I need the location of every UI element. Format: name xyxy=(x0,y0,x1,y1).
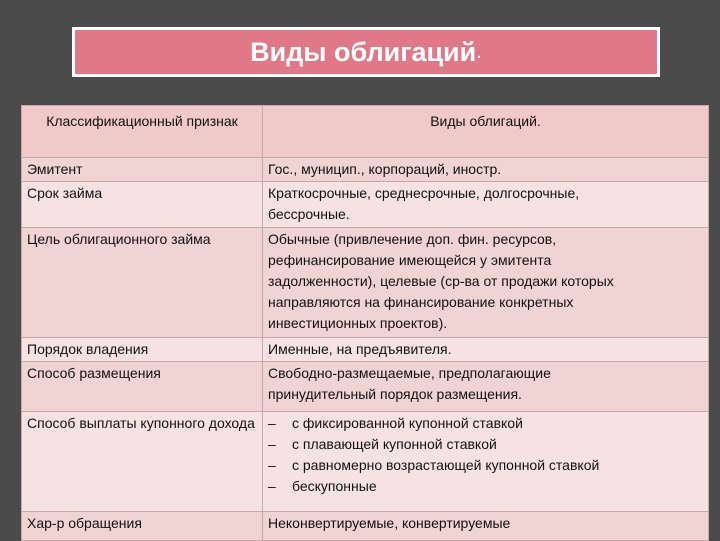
bond-types-table xyxy=(21,105,709,541)
row-types-list-item xyxy=(268,413,703,434)
row-types-line: принудительный порядок размещения. xyxy=(268,386,522,402)
row-types-list-item xyxy=(268,434,703,455)
row-feature: Цель облигационного займа xyxy=(22,228,263,338)
list-item-text: с равномерно возрастающей купонной ставкой xyxy=(292,457,600,473)
row-types xyxy=(263,412,709,512)
table-row xyxy=(22,412,709,512)
row-types xyxy=(263,362,709,412)
row-types-list-item xyxy=(268,476,703,497)
row-types xyxy=(263,228,709,338)
row-types xyxy=(263,182,709,228)
row-types xyxy=(263,338,709,362)
row-feature: Способ размещения xyxy=(22,362,263,412)
row-types-line: Обычные (привлечение доп. фин. ресурсов, xyxy=(268,231,557,247)
table-row xyxy=(22,338,709,362)
row-types-line: Неконвертируемые, конвертируемые xyxy=(268,515,511,531)
row-feature: Способ выплаты купонного дохода xyxy=(22,412,263,512)
row-feature: Срок займа xyxy=(22,182,263,228)
row-types-line: направляются на финансирование конкретных xyxy=(268,294,574,310)
row-types-line: Гос., муницип., корпораций, иностр. xyxy=(268,161,502,177)
slide-title xyxy=(72,27,660,77)
row-types-line: инвестиционных проектов). xyxy=(268,315,448,331)
header-types: Виды облигаций. xyxy=(263,106,709,158)
table-header-row xyxy=(22,106,709,158)
row-types-line: Свободно-размещаемые, предполагающие xyxy=(268,365,551,381)
row-types-line: задолженности), целевые (ср-ва от продажи которых xyxy=(268,273,614,289)
list-dash: – xyxy=(268,436,276,452)
table-row xyxy=(22,182,709,228)
slide-title-text: Виды облигаций xyxy=(250,36,477,67)
table-row xyxy=(22,362,709,412)
row-types-line: Краткосрочные, среднесрочные, долгосрочные, xyxy=(268,185,580,201)
row-types-line: Именные, на предъявителя. xyxy=(268,341,452,357)
table-row xyxy=(22,228,709,338)
row-types-line: бессрочные. xyxy=(268,206,350,222)
row-feature: Хар-р обращения xyxy=(22,512,263,541)
row-types-list-item xyxy=(268,455,703,476)
list-item-text: с плавающей купонной ставкой xyxy=(292,436,497,452)
list-dash: – xyxy=(268,415,276,431)
header-feature: Классификационный признак xyxy=(22,106,263,158)
list-dash: – xyxy=(268,478,276,494)
row-types-line: рефинансирование имеющейся у эмитента xyxy=(268,252,552,268)
table-row xyxy=(22,158,709,182)
list-item-text: с фиксированной купонной ставкой xyxy=(292,415,523,431)
row-types xyxy=(263,158,709,182)
table-row xyxy=(22,512,709,541)
row-feature: Порядок владения xyxy=(22,338,263,362)
row-feature: Эмитент xyxy=(22,158,263,182)
list-item-text: бескупонные xyxy=(292,478,377,494)
list-dash: – xyxy=(268,457,276,473)
slide-title-dot: . xyxy=(476,40,482,63)
row-types xyxy=(263,512,709,541)
